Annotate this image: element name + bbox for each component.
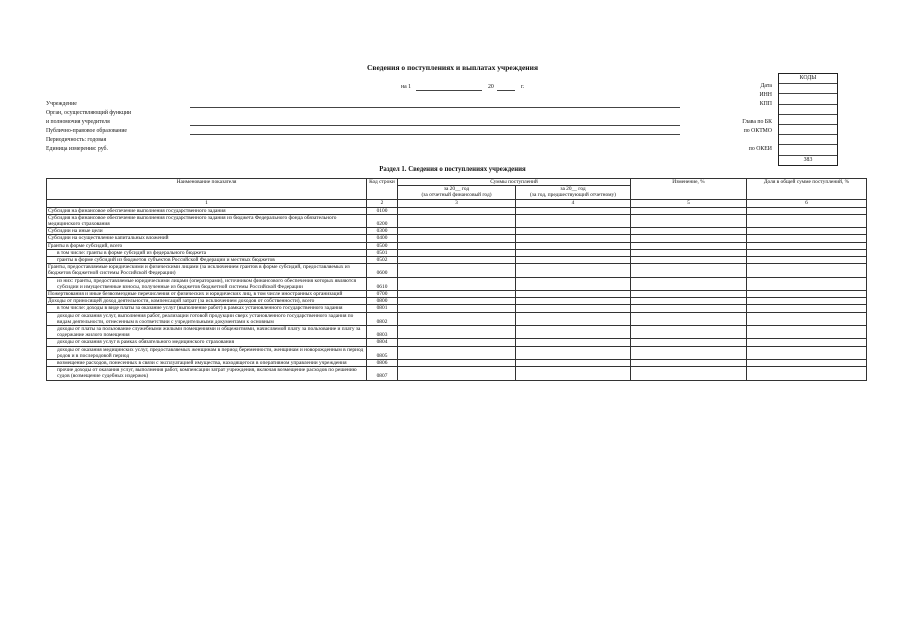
row-name: доходы от оказания услуг в рамках обязательного медицинского страхования bbox=[47, 339, 367, 346]
col-sum1-header bbox=[398, 186, 516, 199]
col-number: 4 bbox=[516, 199, 631, 207]
table-row bbox=[47, 305, 867, 312]
row-code: 0806 bbox=[367, 360, 398, 367]
public-entity-label: Публично-правовое образование bbox=[46, 128, 127, 134]
authority-label-2: и полномочия учредителя bbox=[46, 119, 110, 125]
okei-label: по ОКЕИ bbox=[748, 146, 772, 152]
change-cell[interactable] bbox=[631, 242, 747, 249]
sum-current-cell[interactable] bbox=[398, 291, 516, 298]
code-date-cell[interactable] bbox=[779, 84, 837, 94]
oktmo-label: по ОКТМО bbox=[743, 128, 772, 134]
share-cell[interactable] bbox=[747, 249, 867, 256]
sum-current-cell[interactable] bbox=[398, 298, 516, 305]
date-prefix: на 1 bbox=[401, 84, 412, 90]
sum-previous-cell[interactable] bbox=[516, 360, 631, 367]
row-code: 0802 bbox=[367, 312, 398, 325]
change-cell[interactable] bbox=[631, 228, 747, 235]
col-number: 5 bbox=[631, 199, 747, 207]
table-body bbox=[47, 199, 867, 380]
col-sum1-desc: (за отчетный финансовый год) bbox=[421, 192, 492, 199]
share-cell[interactable] bbox=[747, 360, 867, 367]
row-name: Субсидия на финансовое обеспечение выполнения государственного задания из бюджета Федерального фонда обязательного медицинского страхования bbox=[47, 214, 367, 227]
code-okei-cell: 383 bbox=[803, 156, 813, 163]
sum-previous-cell[interactable] bbox=[516, 207, 631, 214]
row-code: 0803 bbox=[367, 326, 398, 339]
row-name: Субсидия на финансовое обеспечение выполнения государственного задания bbox=[47, 207, 367, 214]
col-name-header: Наименование показателя bbox=[47, 179, 367, 200]
sum-current-cell[interactable] bbox=[398, 312, 516, 325]
change-cell[interactable] bbox=[631, 291, 747, 298]
share-cell[interactable] bbox=[747, 257, 867, 264]
row-code: 0801 bbox=[367, 305, 398, 312]
share-cell[interactable] bbox=[747, 312, 867, 325]
row-code: 0100 bbox=[367, 207, 398, 214]
sum-previous-cell[interactable] bbox=[516, 235, 631, 242]
codes-box bbox=[778, 73, 838, 166]
table-row bbox=[47, 207, 867, 214]
sum-current-cell[interactable] bbox=[398, 360, 516, 367]
share-cell[interactable] bbox=[747, 326, 867, 339]
table-row bbox=[47, 277, 867, 290]
column-numbers-row bbox=[47, 199, 867, 207]
row-code: 0700 bbox=[367, 291, 398, 298]
table-row bbox=[47, 257, 867, 264]
change-cell[interactable] bbox=[631, 277, 747, 290]
sum-previous-cell[interactable] bbox=[516, 277, 631, 290]
row-name: Гранты в форме субсидий, всего bbox=[47, 242, 367, 249]
col-number: 6 bbox=[747, 199, 867, 207]
code-kpp-cell[interactable] bbox=[779, 105, 837, 115]
col-sum2-header bbox=[516, 186, 631, 199]
row-name: Субсидии на осуществление капитальных вложений bbox=[47, 235, 367, 242]
sum-current-cell[interactable] bbox=[398, 257, 516, 264]
sum-previous-cell[interactable] bbox=[516, 367, 631, 380]
col-sum2-year: за 20__ год bbox=[560, 186, 586, 193]
code-empty-cell[interactable] bbox=[779, 115, 837, 125]
sum-current-cell[interactable] bbox=[398, 367, 516, 380]
row-name: Гранты, предоставляемые юридическими и физическими лицами (за исключением грантов в форме субсидий, предоставляемых из бюджетов бюджетной системы Российской Федерации) bbox=[47, 264, 367, 277]
code-empty-cell-2[interactable] bbox=[779, 145, 837, 155]
share-cell[interactable] bbox=[747, 291, 867, 298]
table-row bbox=[47, 264, 867, 277]
table-row bbox=[47, 242, 867, 249]
institution-label: Учреждение bbox=[46, 101, 77, 107]
sum-previous-cell[interactable] bbox=[516, 264, 631, 277]
change-cell[interactable] bbox=[631, 312, 747, 325]
sum-previous-cell[interactable] bbox=[516, 228, 631, 235]
periodicity-label: Периодичность: годовая bbox=[46, 137, 107, 143]
date-day-month-field[interactable] bbox=[416, 90, 482, 91]
sum-previous-cell[interactable] bbox=[516, 257, 631, 264]
sum-previous-cell[interactable] bbox=[516, 312, 631, 325]
share-cell[interactable] bbox=[747, 367, 867, 380]
change-cell[interactable] bbox=[631, 339, 747, 346]
table-row bbox=[47, 228, 867, 235]
code-inn-cell[interactable] bbox=[779, 94, 837, 104]
table-row bbox=[47, 346, 867, 359]
share-cell[interactable] bbox=[747, 228, 867, 235]
share-cell[interactable] bbox=[747, 214, 867, 227]
codes-header: КОДЫ bbox=[779, 74, 837, 84]
change-cell[interactable] bbox=[631, 207, 747, 214]
share-cell[interactable] bbox=[747, 298, 867, 305]
row-code: 0600 bbox=[367, 264, 398, 277]
table-row bbox=[47, 214, 867, 227]
table-row bbox=[47, 312, 867, 325]
row-code: 0807 bbox=[367, 367, 398, 380]
share-cell[interactable] bbox=[747, 235, 867, 242]
share-cell[interactable] bbox=[747, 339, 867, 346]
row-name: в том числе: доходы в виде платы за оказание услуг (выполнение работ) в рамках установленного государственного задания bbox=[47, 305, 367, 312]
sum-previous-cell[interactable] bbox=[516, 214, 631, 227]
col-number: 1 bbox=[47, 199, 367, 207]
share-cell[interactable] bbox=[747, 346, 867, 359]
row-code: 0502 bbox=[367, 257, 398, 264]
change-cell[interactable] bbox=[631, 264, 747, 277]
bk-chapter-label: Глава по БК bbox=[742, 119, 772, 125]
sum-previous-cell[interactable] bbox=[516, 291, 631, 298]
col-code-header: Код строки bbox=[367, 179, 398, 200]
sum-current-cell[interactable] bbox=[398, 242, 516, 249]
row-name: Субсидии на иные цели bbox=[47, 228, 367, 235]
date-suffix: г. bbox=[521, 84, 525, 90]
share-cell[interactable] bbox=[747, 207, 867, 214]
share-cell[interactable] bbox=[747, 305, 867, 312]
row-code: 0805 bbox=[367, 346, 398, 359]
row-name: доходы от платы за пользование служебными жилыми помещениями и общежитиями, начисляемой плату за пользование и плату за содержание жилого помещения bbox=[47, 326, 367, 339]
sum-previous-cell[interactable] bbox=[516, 242, 631, 249]
institution-field[interactable] bbox=[190, 107, 680, 108]
sum-current-cell[interactable] bbox=[398, 214, 516, 227]
col-number: 2 bbox=[367, 199, 398, 207]
sum-current-cell[interactable] bbox=[398, 305, 516, 312]
sum-previous-cell[interactable] bbox=[516, 298, 631, 305]
share-cell[interactable] bbox=[747, 264, 867, 277]
row-code: 0501 bbox=[367, 249, 398, 256]
code-bk-cell[interactable] bbox=[779, 125, 837, 135]
kpp-label: КПП bbox=[759, 101, 772, 107]
sum-current-cell[interactable] bbox=[398, 228, 516, 235]
change-cell[interactable] bbox=[631, 235, 747, 242]
date-year-prefix: 20 bbox=[488, 84, 494, 90]
row-name: Пожертвования и иные безвозмездные перечисления от физических и юридических лиц, в том числе иностранных организаций bbox=[47, 291, 367, 298]
sum-previous-cell[interactable] bbox=[516, 249, 631, 256]
change-cell[interactable] bbox=[631, 249, 747, 256]
share-cell[interactable] bbox=[747, 277, 867, 290]
row-code: 0400 bbox=[367, 235, 398, 242]
row-name: Доходы от приносящей доход деятельности, компенсаций затрат (за исключением доходов от собственности), всего bbox=[47, 298, 367, 305]
table-row bbox=[47, 291, 867, 298]
row-name: гранты в форме субсидий из бюджетов субъектов Российской Федерации и местных бюджетов bbox=[47, 257, 367, 264]
sum-current-cell[interactable] bbox=[398, 264, 516, 277]
row-name: в том числе: гранты в форме субсидий из федерального бюджета bbox=[47, 249, 367, 256]
row-code: 0800 bbox=[367, 298, 398, 305]
change-cell[interactable] bbox=[631, 214, 747, 227]
section-title: Раздел 1. Сведения о поступлениях учреждения bbox=[379, 166, 526, 173]
change-cell[interactable] bbox=[631, 257, 747, 264]
sum-current-cell[interactable] bbox=[398, 339, 516, 346]
col-change-header: Изменение, % bbox=[631, 179, 747, 200]
table-row bbox=[47, 235, 867, 242]
table-row bbox=[47, 360, 867, 367]
public-entity-field[interactable] bbox=[190, 134, 680, 135]
code-oktmo-cell[interactable] bbox=[779, 135, 837, 145]
form-title: Сведения о поступлениях и выплатах учреждения bbox=[366, 63, 539, 72]
sum-current-cell[interactable] bbox=[398, 249, 516, 256]
table-row bbox=[47, 339, 867, 346]
sum-current-cell[interactable] bbox=[398, 277, 516, 290]
change-cell[interactable] bbox=[631, 360, 747, 367]
row-name: доходы от оказания услуг, выполнения работ, реализации готовой продукции сверх установленного государственного задания по видам деятельности, отнесенным в соответствии с учредительными документами к основным bbox=[47, 312, 367, 325]
col-sum1-year: за 20__ год bbox=[443, 186, 470, 193]
row-name: прочие доходы от оказания услуг, выполнения работ, компенсации затрат учреждения, включая возмещение расходов по решению судов (возмещение судебных издержек) bbox=[47, 367, 367, 380]
sum-previous-cell[interactable] bbox=[516, 346, 631, 359]
inn-label: ИНН bbox=[759, 92, 772, 98]
sum-current-cell[interactable] bbox=[398, 326, 516, 339]
authority-field[interactable] bbox=[190, 125, 680, 126]
date-year-field[interactable] bbox=[497, 90, 515, 91]
table-row bbox=[47, 367, 867, 380]
sum-current-cell[interactable] bbox=[398, 235, 516, 242]
table-row bbox=[47, 298, 867, 305]
receipts-table bbox=[46, 178, 867, 381]
table-row bbox=[47, 249, 867, 256]
row-name: возмещение расходов, понесенных в связи с эксплуатацией имущества, находящегося в оперативном управлении учреждения bbox=[47, 360, 367, 367]
col-number: 3 bbox=[398, 199, 516, 207]
unit-label: Единица измерения: руб. bbox=[46, 146, 108, 152]
sum-previous-cell[interactable] bbox=[516, 305, 631, 312]
row-code: 0610 bbox=[367, 277, 398, 290]
change-cell[interactable] bbox=[631, 326, 747, 339]
authority-label-1: Орган, осуществляющий функции bbox=[46, 110, 132, 116]
sum-current-cell[interactable] bbox=[398, 346, 516, 359]
row-code: 0300 bbox=[367, 228, 398, 235]
row-code: 0200 bbox=[367, 214, 398, 227]
col-sum2-desc: (за год, предшествующий отчетному) bbox=[530, 192, 616, 199]
change-cell[interactable] bbox=[631, 298, 747, 305]
date-code-label: Дата bbox=[760, 83, 772, 89]
col-sums-header: Суммы поступлений bbox=[398, 179, 631, 186]
row-code: 0500 bbox=[367, 242, 398, 249]
share-cell[interactable] bbox=[747, 242, 867, 249]
change-cell[interactable] bbox=[631, 346, 747, 359]
row-code: 0804 bbox=[367, 339, 398, 346]
col-share-header: Доля в общей сумме поступлений, % bbox=[747, 179, 867, 200]
sum-previous-cell[interactable] bbox=[516, 326, 631, 339]
row-name: из них: гранты, предоставляемые юридическими лицами (операторами), источником финансового обеспечения которых являются субсидии и имущественные взносы, полученные из бюджетов бюджетной системы Российской Федерации bbox=[47, 277, 367, 290]
sum-previous-cell[interactable] bbox=[516, 339, 631, 346]
table-row bbox=[47, 326, 867, 339]
change-cell[interactable] bbox=[631, 367, 747, 380]
change-cell[interactable] bbox=[631, 305, 747, 312]
sum-current-cell[interactable] bbox=[398, 207, 516, 214]
row-name: доходы от оказания медицинских услуг, предоставляемых женщинам в период беременности, женщинам и новорожденным в период родов и в послеродовой период bbox=[47, 346, 367, 359]
